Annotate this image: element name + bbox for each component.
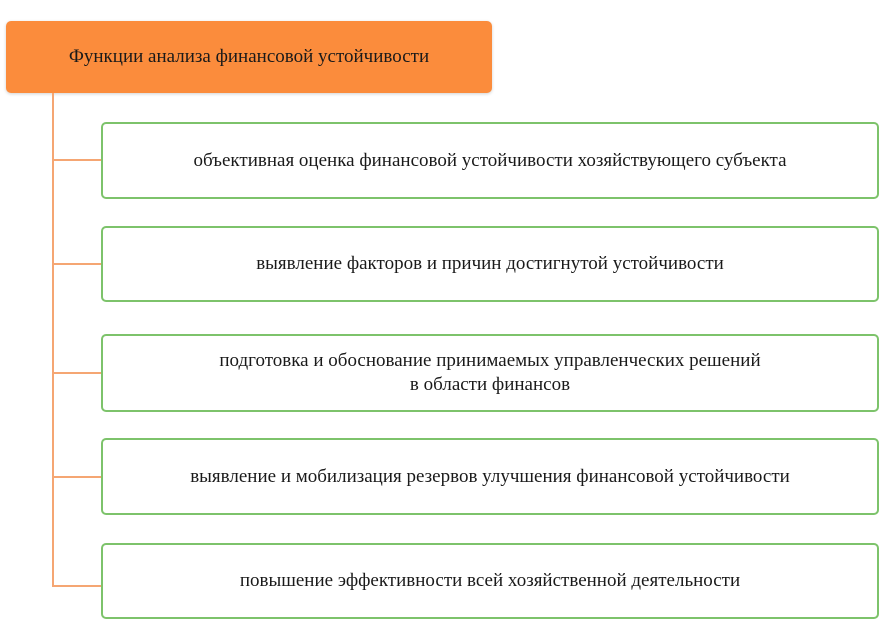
function-text-5: [240, 569, 740, 593]
function-text-3: [219, 349, 760, 397]
function-text-3-line-2: в области финансов: [409, 374, 571, 395]
function-text-2-line-1: выявление факторов и причин достигнутой устойчивости: [256, 253, 724, 274]
function-text-3-line-1: подготовка и обоснование принимаемых управленческих решений: [219, 350, 761, 371]
connector-trunk: [52, 93, 54, 587]
function-text-5-line-1: повышение эффективности всей хозяйственной деятельности: [239, 570, 741, 591]
function-box-4: [101, 438, 879, 515]
function-box-3: [101, 334, 879, 412]
diagram-root-title: Функции анализа финансовой устойчивости: [68, 46, 430, 67]
connector-branch-3: [52, 372, 101, 374]
function-text-1-line-1: объективная оценка финансовой устойчивости хозяйствующего субъекта: [193, 149, 787, 171]
connector-branch-4: [52, 476, 101, 478]
function-box-5: [101, 543, 879, 619]
function-text-2: [256, 252, 724, 276]
function-text-1: [193, 149, 786, 173]
connector-branch-1: [52, 159, 101, 161]
diagram-root-box: [6, 21, 492, 93]
connector-branch-5: [52, 585, 101, 587]
function-text-4-line-1: выявление и мобилизация резервов улучшения финансовой устойчивости: [190, 465, 790, 487]
function-box-1: [101, 122, 879, 199]
connector-branch-2: [52, 263, 101, 265]
function-text-4: [190, 465, 790, 489]
function-box-2: [101, 226, 879, 302]
